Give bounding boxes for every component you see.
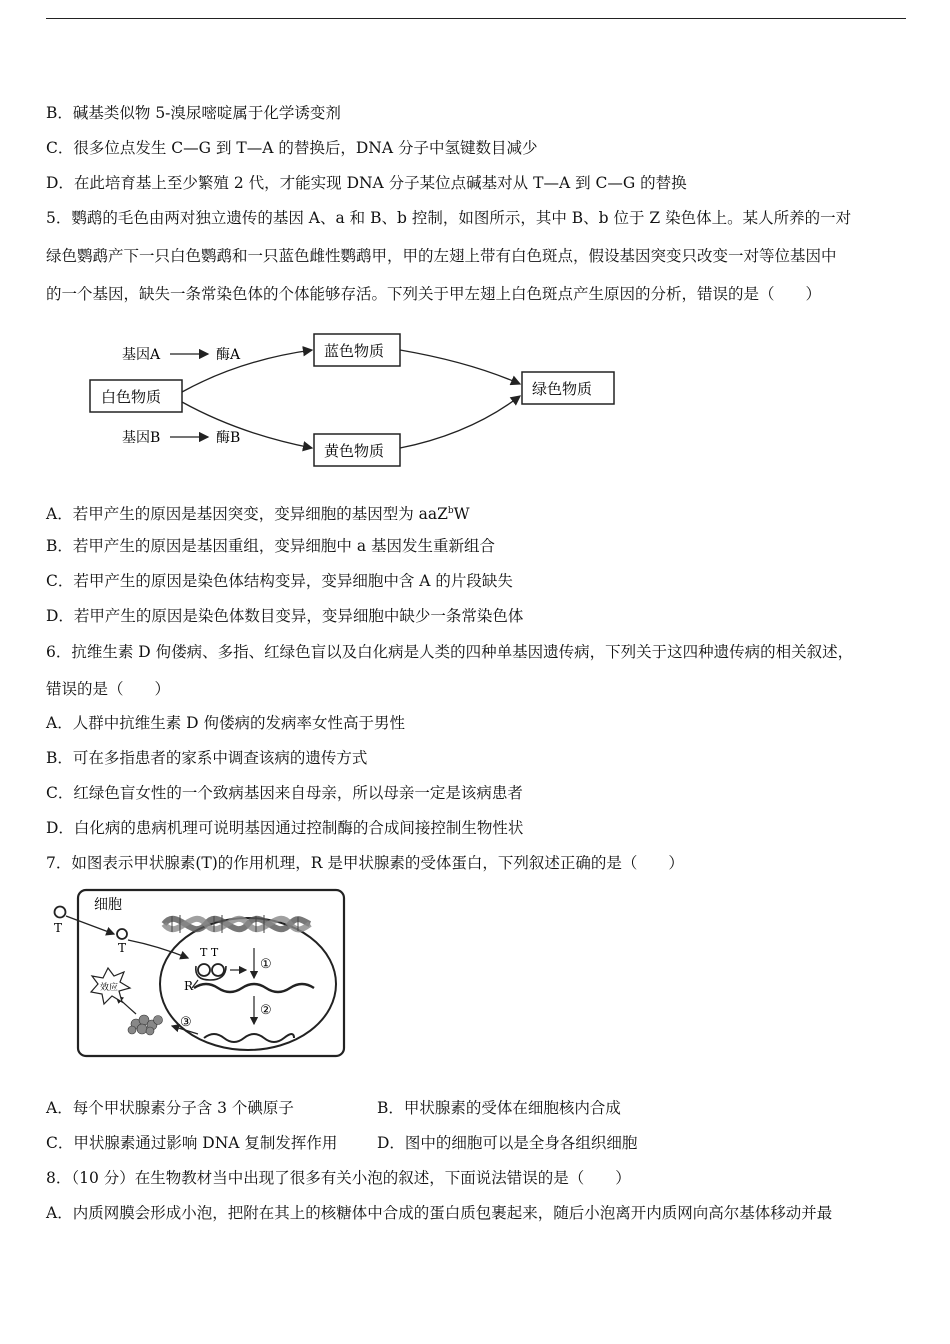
receptor-right-icon (212, 964, 224, 976)
q6-option-d: D．白化病的患病机理可说明基因通过控制酶的合成间接控制生物性状 (46, 819, 524, 837)
enzyme-a-label: 酶A (216, 347, 241, 363)
q5-option-b: B．若甲产生的原因是基因重组，变异细胞中 a 基因发生重新组合 (46, 537, 495, 555)
cell-label: 细胞 (94, 897, 122, 913)
q6-option-b: B．可在多指患者的家系中调查该病的遗传方式 (46, 749, 368, 767)
q5-stem-line2: 绿色鹦鹉产下一只白色鹦鹉和一只蓝色雌性鹦鹉甲，甲的左翅上带有白色斑点，假设基因突变只改变一对等位基因中 (46, 247, 837, 265)
q5-stem-line1: 5．鹦鹉的毛色由两对独立遗传的基因 A、a 和 B、b 控制，如图所示，其中 B、b 位于 Z 染色体上。某人所养的一对 (46, 209, 852, 227)
step1-label: ① (260, 957, 272, 972)
enzyme-b-label: 酶B (216, 430, 241, 446)
t-outside-label: T (54, 921, 63, 935)
q4-option-b: B．碱基类似物 5-溴尿嘧啶属于化学诱变剂 (46, 104, 341, 122)
receptor-left-icon (198, 964, 210, 976)
cell-outline (78, 890, 344, 1056)
thyroxine-mechanism-diagram (48, 884, 348, 1060)
q5-stem-line3: 的一个基因，缺失一条常染色体的个体能够存活。下列关于甲左翅上白色斑点产生原因的分析，错误的是（ ） (46, 285, 822, 303)
q4-option-c: C．很多位点发生 C—G 到 T—A 的替换后，DNA 分子中氢键数目减少 (46, 139, 538, 157)
step2-label: ② (260, 1003, 272, 1018)
r-label: R (184, 979, 194, 993)
t-pair-label: T T (200, 946, 219, 959)
step3-label: ③ (180, 1015, 192, 1030)
q5-option-c: C．若甲产生的原因是染色体结构变异，变异细胞中含 A 的片段缺失 (46, 572, 513, 590)
effect-label: 效应 (100, 983, 119, 993)
q6-stem-line2: 错误的是（ ） (46, 680, 171, 698)
t-inside-label: T (118, 941, 127, 955)
yellow-substance-box: 黄色物质 (324, 442, 385, 460)
q8-option-a: A．内质网膜会形成小泡，把附在其上的核糖体中合成的蛋白质包裹起来，随后小泡离开内质网向高尔基体移动并最 (46, 1204, 833, 1222)
gene-b-label: 基因B (122, 430, 161, 446)
blue-substance-box: 蓝色物质 (324, 342, 385, 360)
green-substance-box: 绿色物质 (532, 380, 593, 398)
q8-stem: 8．（10 分）在生物教材当中出现了很多有关小泡的叙述，下面说法错误的是（ ） (46, 1169, 631, 1187)
q5-option-a: A．若甲产生的原因是基因突变，变异细胞的基因型为 aaZ$^b$W (46, 505, 470, 524)
q5-option-d: D．若甲产生的原因是染色体数目变异，变异细胞中缺少一条常染色体 (46, 607, 524, 625)
q7-option-c: C．甲状腺素通过影响 DNA 复制发挥作用 (46, 1134, 338, 1152)
q7-option-b: B．甲状腺素的受体在细胞核内合成 (377, 1099, 621, 1117)
q6-stem-line1: 6．抗维生素 D 佝偻病、多指、红绿色盲以及白化病是人类的四种单基因遗传病，下列关于这四种遗传病的相关叙述， (46, 643, 854, 661)
q6-option-c: C．红绿色盲女性的一个致病基因来自母亲，所以母亲一定是该病患者 (46, 784, 523, 802)
pigment-pathway-diagram (80, 322, 640, 482)
q7-option-a: A．每个甲状腺素分子含 3 个碘原子 (46, 1099, 294, 1117)
q4-option-d: D．在此培育基上至少繁殖 2 代，才能实现 DNA 分子某位点碱基对从 T—A 到 C—G 的替换 (46, 174, 687, 192)
thyroxine-inside-icon (117, 929, 127, 939)
q7-stem: 7．如图表示甲状腺素(T)的作用机理，R 是甲状腺素的受体蛋白，下列叙述正确的是（ ） (46, 854, 684, 872)
header-rule (46, 18, 906, 19)
white-substance-box: 白色物质 (101, 388, 162, 406)
gene-a-label: 基因A (122, 347, 161, 363)
thyroxine-outside-icon (55, 907, 66, 918)
q7-option-d: D．图中的细胞可以是全身各组织细胞 (377, 1134, 638, 1152)
q6-option-a: A．人群中抗维生素 D 佝偻病的发病率女性高于男性 (46, 714, 405, 732)
